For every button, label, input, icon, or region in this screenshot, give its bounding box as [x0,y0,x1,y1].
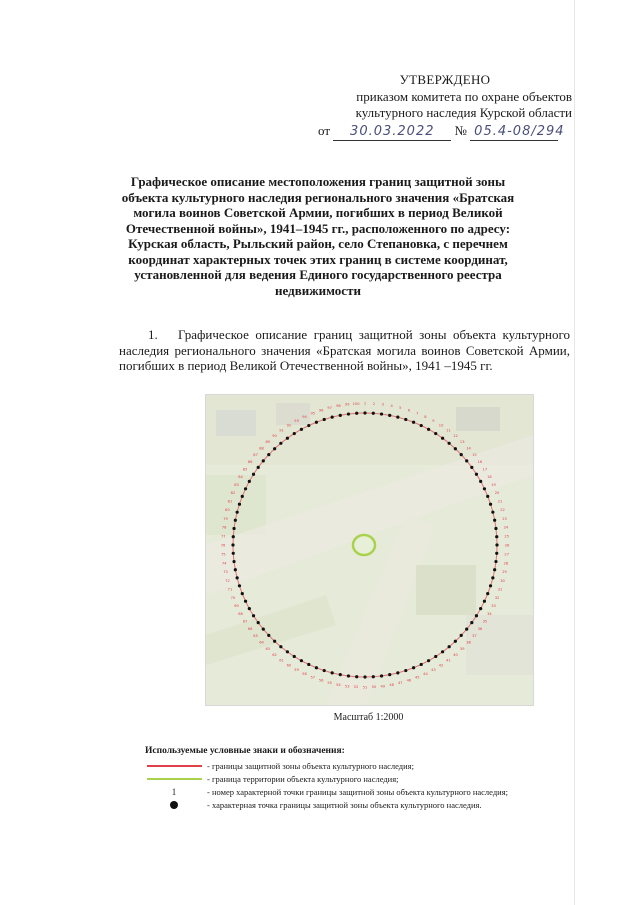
boundary-point [448,645,451,648]
boundary-point-number: 37 [472,634,477,639]
boundary-point-number: 80 [225,508,230,513]
boundary-point-number: 62 [272,652,277,657]
boundary-point-number: 86 [247,460,253,465]
legend-text: - номер характерной точки границы защитной зоны объекта культурного наследия; [207,786,508,797]
boundary-point [363,411,366,414]
boundary-point-number: 55 [327,681,332,686]
boundary-point-number: 45 [414,675,420,680]
boundary-point-number: 57 [310,675,316,680]
boundary-point-number: 68 [238,611,243,616]
boundary-point [236,576,239,579]
boundary-point-number: 95 [310,411,316,416]
date-prefix: от [318,123,331,138]
boundary-point [493,519,496,522]
boundary-point-number: 94 [302,415,307,420]
boundary-point [257,621,260,624]
boundary-point-number: 61 [279,658,284,663]
boundary-point-number: 27 [504,552,510,557]
boundary-point [494,527,497,530]
building-footprint [276,403,310,425]
boundary-point-number: 99 [344,402,350,407]
boundary-point-number: 26 [504,543,510,548]
legend-row-zone-boundary [145,759,565,772]
legend-row-point [145,798,565,811]
site-map [205,394,534,706]
map-scale: Масштаб 1:2000 [333,712,404,723]
approval-stamp [300,72,580,141]
approval-line-2: культурного наследия Курской области [355,105,572,120]
boundary-point [489,584,492,587]
boundary-point-number: 20 [494,491,500,496]
boundary-point-number: 90 [272,434,277,439]
legend-row-territory-boundary [145,772,565,785]
boundary-point [300,428,303,431]
boundary-point [347,412,350,415]
boundary-point-number: 15 [472,452,477,457]
boundary-point [238,503,241,506]
boundary-point [307,424,310,427]
boundary-point [279,645,282,648]
boundary-point [479,480,482,483]
boundary-point [232,560,235,563]
boundary-point [494,560,497,563]
approval-heading: УТВЕРЖДЕНО [399,72,491,87]
boundary-point-number: 64 [259,640,264,645]
legend-title: Используемые условные знаки и обозначения: [145,746,345,756]
boundary-point-number: 46 [406,678,412,683]
boundary-point [234,568,237,571]
approval-line-1: приказом комитета по охране объектов [356,89,572,104]
boundary-point [495,552,498,555]
boundary-point-number: 72 [225,578,230,583]
boundary-point [475,473,478,476]
boundary-point-number: 71 [227,587,233,592]
terrain-field [416,565,476,615]
terrain-field [466,615,533,675]
boundary-point [454,447,457,450]
boundary-point-number: 65 [253,634,258,639]
boundary-point [493,568,496,571]
boundary-point [486,592,489,595]
boundary-point-number: 47 [398,681,403,686]
boundary-point-number: 41 [446,658,451,663]
boundary-point-number: 21 [497,499,503,504]
boundary-point-number: 30 [500,578,505,583]
boundary-point-number: 49 [380,684,386,689]
boundary-point [372,675,375,678]
boundary-point-number: 7 [416,411,419,416]
boundary-point [495,535,498,538]
boundary-point [307,663,310,666]
boundary-point-number: 76 [220,543,226,548]
boundary-point [412,421,415,424]
boundary-point [486,495,489,498]
boundary-point-number: 67 [242,619,248,624]
boundary-point [420,663,423,666]
boundary-point [441,650,444,653]
number-prefix: № [454,123,467,138]
boundary-point [404,669,407,672]
boundary-point [491,511,494,514]
boundary-point [234,519,237,522]
boundary-point [470,621,473,624]
boundary-point-number: 19 [491,483,496,488]
boundary-point [380,674,383,677]
boundary-point-number: 56 [318,678,324,683]
boundary-point [347,674,350,677]
boundary-point-number: 11 [446,428,451,433]
map-drawing [206,395,533,705]
boundary-point [315,666,318,669]
boundary-point [380,412,383,415]
boundary-point [388,673,391,676]
boundary-point-number: 63 [265,647,271,652]
boundary-point [323,418,326,421]
boundary-point-number: 42 [438,663,444,668]
boundary-point [232,535,235,538]
boundary-point-number: 2 [372,401,376,406]
boundary-point-number: 58 [302,671,307,676]
boundary-point [315,421,318,424]
boundary-point-number: 18 [487,475,492,480]
boundary-point [248,480,251,483]
dot-symbol [170,801,178,809]
boundary-point [454,640,457,643]
boundary-point-number: 98 [336,404,341,409]
boundary-point-number: 5 [399,405,402,410]
boundary-point-number: 39 [459,647,465,652]
boundary-point-number: 24 [503,525,509,530]
boundary-point-number: 3 [381,402,384,407]
boundary-point-number: 44 [423,671,428,676]
boundary-point-number: 84 [238,475,243,480]
boundary-point [236,511,239,514]
boundary-point [252,614,255,617]
boundary-point [475,614,478,617]
boundary-point [412,666,415,669]
boundary-point-number: 40 [453,652,458,657]
boundary-point [404,418,407,421]
boundary-point [460,634,463,637]
boundary-point [427,428,430,431]
boundary-point [388,414,391,417]
boundary-point-number: 35 [482,619,488,624]
boundary-point-number: 36 [477,626,483,631]
boundary-point [244,487,247,490]
section-1-paragraph [119,327,570,374]
boundary-point [267,634,270,637]
boundary-point-number: 23 [502,516,507,521]
boundary-point [293,655,296,658]
boundary-point-number: 34 [487,611,492,616]
boundary-point-number: 51 [362,685,368,690]
boundary-point-number: 43 [431,667,436,672]
number-symbol: 1 [171,786,177,797]
boundary-point-number: 92 [286,423,292,428]
boundary-point-number: 96 [318,408,324,413]
boundary-point-number: 8 [424,415,427,420]
boundary-point-number: 17 [482,467,488,472]
legend-text: - границы защитной зоны объекта культурного наследия; [207,760,414,771]
boundary-point-number: 9 [432,419,435,424]
boundary-point [331,416,334,419]
boundary-point [323,669,326,672]
boundary-point-number: 97 [327,405,332,410]
order-date-number [300,123,580,141]
boundary-point-number: 93 [294,419,299,424]
boundary-point [339,414,342,417]
boundary-point-number: 73 [223,570,228,575]
boundary-point-number: 31 [497,587,503,592]
boundary-point [279,442,282,445]
boundary-point-number: 85 [242,467,248,472]
boundary-point [483,487,486,490]
boundary-point [460,453,463,456]
boundary-point-number: 77 [220,534,226,539]
boundary-point-number: 53 [344,684,350,689]
boundary-point-number: 13 [459,439,465,444]
legend-text: - граница территории объекта культурного наследия; [207,773,399,784]
boundary-point [257,466,260,469]
boundary-point [479,607,482,610]
boundary-point-number: 38 [466,640,471,645]
boundary-point [273,447,276,450]
section-text: Графическое описание границ защитной зоны объекта культурного наследия регионального значения «Братская могила воинов Советской Армии, погибших в период Великой Отечественной войны», 1941 –1945 гг. [119,327,570,373]
boundary-point-number: 48 [389,682,394,687]
boundary-point [448,442,451,445]
boundary-point [262,628,265,631]
boundary-point [241,495,244,498]
boundary-point-number: 78 [221,525,227,530]
boundary-point-number: 22 [500,508,505,513]
boundary-point [231,543,234,546]
boundary-point-number: 1 [363,401,367,406]
boundary-point [396,671,399,674]
boundary-point [262,459,265,462]
boundary-point [465,628,468,631]
boundary-point [434,432,437,435]
boundary-point [232,552,235,555]
boundary-point-number: 29 [502,570,507,575]
building-footprint [216,410,256,436]
boundary-point-number: 75 [220,552,226,557]
boundary-point [491,576,494,579]
heritage-territory-boundary [353,535,375,555]
boundary-point-number: 88 [259,446,264,451]
boundary-point-number: 14 [466,446,471,451]
boundary-point-number: 32 [494,595,500,600]
order-number: 05.4-08/294 [470,124,558,141]
boundary-point [396,416,399,419]
legend-text: - характерная точка границы защитной зоны объекта культурного наследия. [207,799,482,810]
boundary-point-number: 81 [227,499,233,504]
boundary-point [286,437,289,440]
boundary-point [372,412,375,415]
boundary-point [267,453,270,456]
boundary-point [420,424,423,427]
boundary-point [363,675,366,678]
boundary-point [286,650,289,653]
legend-row-point-number [145,785,565,798]
boundary-point-number: 87 [253,452,258,457]
boundary-point [489,503,492,506]
boundary-point-number: 4 [390,404,393,409]
green-line-symbol [147,778,202,780]
red-line-symbol [147,765,202,767]
order-date: 30.03.2022 [333,124,451,141]
boundary-point [248,607,251,610]
boundary-point-number: 79 [223,516,228,521]
boundary-point [470,466,473,469]
boundary-point [427,659,430,662]
boundary-point [465,459,468,462]
boundary-point-number: 100 [352,401,360,406]
boundary-point-number: 54 [336,682,341,687]
boundary-point [495,543,498,546]
boundary-point-number: 69 [234,603,239,608]
boundary-point [241,592,244,595]
boundary-point [483,600,486,603]
boundary-point-number: 83 [234,483,239,488]
boundary-point-number: 6 [407,408,411,413]
boundary-point [252,473,255,476]
boundary-point-number: 28 [503,561,509,566]
building-footprint [456,407,500,431]
legend [145,745,565,811]
boundary-point-number: 33 [491,603,496,608]
boundary-point-number: 52 [353,685,359,690]
document-title: Графическое описание местоположения границ защитной зоны объекта культурного наследия регионального значения «Братская могила воинов Советской Армии, погибших в период Великой Отечественной войны», 1941–1945 гг., расположенного по адресу: Курская область, Рыльский район, село Степановка, с перечнем координат характерных точек этих границ в системе координат, установленной для ведения Единого государственного реестра недвижимости [121,174,515,298]
boundary-point [331,671,334,674]
boundary-point-number: 70 [230,595,236,600]
boundary-point-number: 50 [371,685,377,690]
boundary-point-number: 82 [230,491,236,496]
boundary-point [300,659,303,662]
boundary-point [293,432,296,435]
boundary-point [339,673,342,676]
boundary-point-number: 10 [438,423,444,428]
boundary-point-number: 66 [247,626,253,631]
boundary-point [232,527,235,530]
boundary-point [355,675,358,678]
boundary-point [244,600,247,603]
boundary-point [434,655,437,658]
boundary-point-number: 89 [265,439,271,444]
boundary-point-number: 91 [279,428,284,433]
boundary-point [355,412,358,415]
boundary-point-number: 59 [294,667,299,672]
boundary-point-number: 25 [504,534,510,539]
boundary-point-number: 16 [477,460,483,465]
boundary-point-number: 12 [453,434,458,439]
boundary-point [238,584,241,587]
boundary-point [441,437,444,440]
section-number: 1. [148,327,158,342]
boundary-point-number: 60 [286,663,292,668]
boundary-point [273,640,276,643]
boundary-point-number: 74 [221,561,227,566]
